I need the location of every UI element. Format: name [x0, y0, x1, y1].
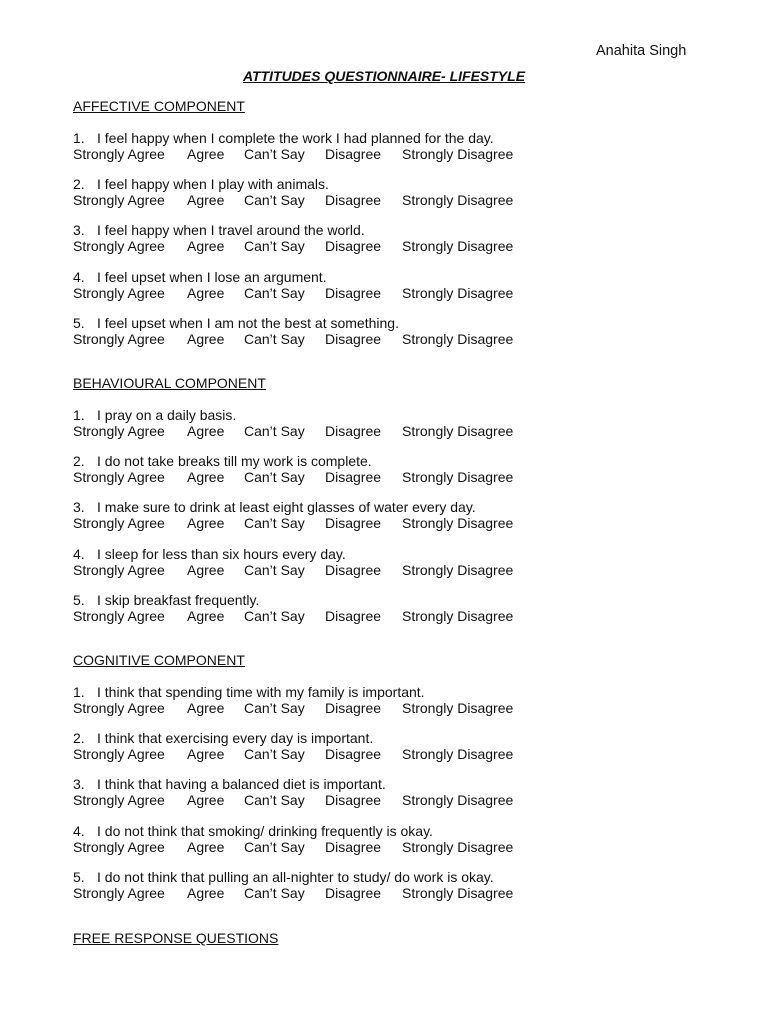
- scale-option-strongly-agree[interactable]: Strongly Agree: [73, 192, 165, 208]
- question-number: 5.: [73, 869, 85, 885]
- scale-option-agree[interactable]: Agree: [187, 700, 225, 716]
- scale-option-strongly-disagree[interactable]: Strongly Disagree: [402, 608, 514, 624]
- question-number: 2.: [73, 176, 85, 192]
- scale-option-disagree[interactable]: Disagree: [325, 423, 382, 439]
- scale-option-can-t-say[interactable]: Can’t Say: [244, 192, 305, 208]
- scale-option-can-t-say[interactable]: Can’t Say: [244, 608, 305, 624]
- question-text: I do not think that pulling an all-nighter to study/ do work is okay.: [97, 869, 494, 885]
- response-scale: [73, 515, 533, 531]
- section-heading-cognitive: COGNITIVE COMPONENT: [73, 652, 245, 668]
- scale-option-strongly-agree[interactable]: Strongly Agree: [73, 746, 165, 762]
- scale-option-strongly-agree[interactable]: Strongly Agree: [73, 562, 165, 578]
- response-scale: [73, 839, 533, 855]
- question-cognitive-4: [73, 823, 433, 839]
- response-scale: [73, 192, 533, 208]
- free-response-heading: FREE RESPONSE QUESTIONS: [73, 930, 279, 946]
- scale-option-can-t-say[interactable]: Can’t Say: [244, 423, 305, 439]
- question-number: 3.: [73, 222, 85, 238]
- response-scale: [73, 423, 533, 439]
- scale-option-can-t-say[interactable]: Can’t Say: [244, 146, 305, 162]
- scale-option-agree[interactable]: Agree: [187, 746, 225, 762]
- scale-option-agree[interactable]: Agree: [187, 608, 225, 624]
- section-heading-affective: AFFECTIVE COMPONENT: [73, 98, 245, 114]
- question-number: 3.: [73, 776, 85, 792]
- scale-option-strongly-disagree[interactable]: Strongly Disagree: [402, 423, 514, 439]
- scale-option-strongly-agree[interactable]: Strongly Agree: [73, 700, 165, 716]
- question-cognitive-3: [73, 776, 386, 792]
- scale-option-can-t-say[interactable]: Can’t Say: [244, 515, 305, 531]
- question-number: 3.: [73, 499, 85, 515]
- question-cognitive-5: [73, 869, 494, 885]
- scale-option-strongly-agree[interactable]: Strongly Agree: [73, 608, 165, 624]
- scale-option-agree[interactable]: Agree: [187, 469, 225, 485]
- scale-option-can-t-say[interactable]: Can’t Say: [244, 792, 305, 808]
- question-number: 2.: [73, 730, 85, 746]
- question-affective-4: [73, 269, 327, 285]
- question-text: I think that spending time with my family is important.: [97, 684, 425, 700]
- question-affective-1: [73, 130, 494, 146]
- scale-option-can-t-say[interactable]: Can’t Say: [244, 238, 305, 254]
- scale-option-agree[interactable]: Agree: [187, 792, 225, 808]
- scale-option-strongly-disagree[interactable]: Strongly Disagree: [402, 146, 514, 162]
- question-text: I feel happy when I complete the work I had planned for the day.: [97, 130, 494, 146]
- question-text: I feel upset when I lose an argument.: [97, 269, 327, 285]
- section-heading-behavioural: BEHAVIOURAL COMPONENT: [73, 375, 266, 391]
- question-cognitive-2: [73, 730, 373, 746]
- scale-option-strongly-disagree[interactable]: Strongly Disagree: [402, 700, 514, 716]
- response-scale: [73, 238, 533, 254]
- scale-option-can-t-say[interactable]: Can’t Say: [244, 285, 305, 301]
- question-behavioural-3: [73, 499, 476, 515]
- scale-option-can-t-say[interactable]: Can’t Say: [244, 469, 305, 485]
- scale-option-strongly-disagree[interactable]: Strongly Disagree: [402, 515, 514, 531]
- scale-option-disagree[interactable]: Disagree: [325, 792, 382, 808]
- scale-option-strongly-agree[interactable]: Strongly Agree: [73, 469, 165, 485]
- question-behavioural-4: [73, 546, 346, 562]
- scale-option-agree[interactable]: Agree: [187, 331, 225, 347]
- response-scale: [73, 700, 533, 716]
- scale-option-strongly-agree[interactable]: Strongly Agree: [73, 331, 165, 347]
- scale-option-disagree[interactable]: Disagree: [325, 146, 382, 162]
- scale-option-can-t-say[interactable]: Can’t Say: [244, 562, 305, 578]
- scale-option-disagree[interactable]: Disagree: [325, 746, 382, 762]
- scale-option-disagree[interactable]: Disagree: [325, 192, 382, 208]
- response-scale: [73, 469, 533, 485]
- scale-option-strongly-disagree[interactable]: Strongly Disagree: [402, 792, 514, 808]
- scale-option-can-t-say[interactable]: Can’t Say: [244, 746, 305, 762]
- response-scale: [73, 608, 533, 624]
- response-scale: [73, 285, 533, 301]
- scale-option-strongly-disagree[interactable]: Strongly Disagree: [402, 562, 514, 578]
- question-number: 4.: [73, 823, 85, 839]
- scale-option-agree[interactable]: Agree: [187, 839, 225, 855]
- scale-option-agree[interactable]: Agree: [187, 192, 225, 208]
- question-text: I do not take breaks till my work is complete.: [97, 453, 372, 469]
- author-name: Anahita Singh: [596, 43, 687, 59]
- scale-option-strongly-disagree[interactable]: Strongly Disagree: [402, 839, 514, 855]
- question-behavioural-5: [73, 592, 259, 608]
- response-scale: [73, 146, 533, 162]
- scale-option-strongly-agree[interactable]: Strongly Agree: [73, 238, 165, 254]
- scale-option-strongly-disagree[interactable]: Strongly Disagree: [402, 885, 514, 901]
- scale-option-disagree[interactable]: Disagree: [325, 885, 382, 901]
- question-text: I feel happy when I travel around the world.: [97, 222, 365, 238]
- scale-option-agree[interactable]: Agree: [187, 515, 225, 531]
- scale-option-disagree[interactable]: Disagree: [325, 331, 382, 347]
- question-text: I feel upset when I am not the best at something.: [97, 315, 399, 331]
- scale-option-strongly-agree[interactable]: Strongly Agree: [73, 839, 165, 855]
- question-number: 2.: [73, 453, 85, 469]
- scale-option-disagree[interactable]: Disagree: [325, 562, 382, 578]
- scale-option-strongly-agree[interactable]: Strongly Agree: [73, 792, 165, 808]
- scale-option-can-t-say[interactable]: Can’t Say: [244, 839, 305, 855]
- question-behavioural-2: [73, 453, 372, 469]
- question-number: 1.: [73, 130, 85, 146]
- scale-option-agree[interactable]: Agree: [187, 238, 225, 254]
- question-affective-3: [73, 222, 365, 238]
- question-number: 1.: [73, 407, 85, 423]
- question-cognitive-1: [73, 684, 425, 700]
- question-text: I feel happy when I play with animals.: [97, 176, 329, 192]
- scale-option-can-t-say[interactable]: Can’t Say: [244, 885, 305, 901]
- scale-option-strongly-agree[interactable]: Strongly Agree: [73, 515, 165, 531]
- scale-option-agree[interactable]: Agree: [187, 423, 225, 439]
- scale-option-can-t-say[interactable]: Can’t Say: [244, 700, 305, 716]
- scale-option-strongly-agree[interactable]: Strongly Agree: [73, 146, 165, 162]
- scale-option-strongly-disagree[interactable]: Strongly Disagree: [402, 331, 514, 347]
- question-number: 5.: [73, 592, 85, 608]
- scale-option-strongly-disagree[interactable]: Strongly Disagree: [402, 469, 514, 485]
- response-scale: [73, 331, 533, 347]
- response-scale: [73, 746, 533, 762]
- question-affective-5: [73, 315, 399, 331]
- scale-option-disagree[interactable]: Disagree: [325, 238, 382, 254]
- question-number: 4.: [73, 269, 85, 285]
- scale-option-disagree[interactable]: Disagree: [325, 469, 382, 485]
- question-behavioural-1: [73, 407, 236, 423]
- response-scale: [73, 885, 533, 901]
- scale-option-agree[interactable]: Agree: [187, 146, 225, 162]
- question-number: 1.: [73, 684, 85, 700]
- response-scale: [73, 562, 533, 578]
- question-text: I make sure to drink at least eight glasses of water every day.: [97, 499, 476, 515]
- question-text: I pray on a daily basis.: [97, 407, 237, 423]
- question-affective-2: [73, 176, 329, 192]
- question-text: I do not think that smoking/ drinking frequently is okay.: [97, 823, 433, 839]
- question-text: I think that having a balanced diet is important.: [97, 776, 386, 792]
- scale-option-strongly-disagree[interactable]: Strongly Disagree: [402, 192, 514, 208]
- page-title: ATTITUDES QUESTIONNAIRE- LIFESTYLE: [242, 68, 526, 84]
- scale-option-disagree[interactable]: Disagree: [325, 839, 382, 855]
- scale-option-strongly-agree[interactable]: Strongly Agree: [73, 285, 165, 301]
- scale-option-strongly-agree[interactable]: Strongly Agree: [73, 423, 165, 439]
- response-scale: [73, 792, 533, 808]
- question-text: I skip breakfast frequently.: [97, 592, 260, 608]
- scale-option-can-t-say[interactable]: Can’t Say: [244, 331, 305, 347]
- scale-option-agree[interactable]: Agree: [187, 885, 225, 901]
- scale-option-disagree[interactable]: Disagree: [325, 700, 382, 716]
- question-number: 5.: [73, 315, 85, 331]
- scale-option-disagree[interactable]: Disagree: [325, 515, 382, 531]
- question-number: 4.: [73, 546, 85, 562]
- scale-option-strongly-disagree[interactable]: Strongly Disagree: [402, 746, 514, 762]
- scale-option-strongly-disagree[interactable]: Strongly Disagree: [402, 285, 514, 301]
- scale-option-disagree[interactable]: Disagree: [325, 285, 382, 301]
- scale-option-agree[interactable]: Agree: [187, 562, 225, 578]
- scale-option-strongly-disagree[interactable]: Strongly Disagree: [402, 238, 514, 254]
- question-text: I think that exercising every day is important.: [97, 730, 374, 746]
- question-text: I sleep for less than six hours every day.: [97, 546, 346, 562]
- scale-option-agree[interactable]: Agree: [187, 285, 225, 301]
- scale-option-disagree[interactable]: Disagree: [325, 608, 382, 624]
- scale-option-strongly-agree[interactable]: Strongly Agree: [73, 885, 165, 901]
